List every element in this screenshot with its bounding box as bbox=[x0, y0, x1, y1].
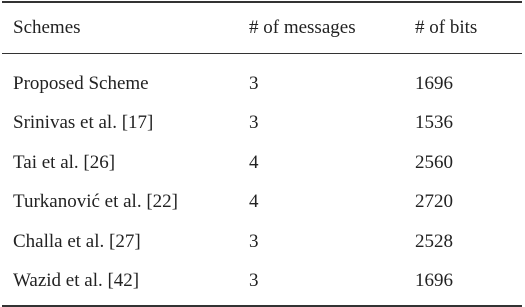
header-schemes: Schemes bbox=[13, 17, 81, 38]
table-header bbox=[2, 2, 522, 54]
cell-scheme: Challa et al. [27] bbox=[13, 230, 141, 252]
cell-scheme: Wazid et al. [42] bbox=[13, 270, 140, 292]
table-body bbox=[2, 54, 522, 307]
comparison-table-container bbox=[2, 1, 522, 307]
cell-messages: 3 bbox=[249, 230, 259, 252]
cell-bits: 1696 bbox=[415, 270, 453, 292]
cell-bits: 2528 bbox=[415, 230, 453, 252]
table-row bbox=[2, 222, 522, 262]
table-row bbox=[2, 143, 522, 183]
header-messages: # of messages bbox=[249, 17, 356, 38]
cell-scheme: Turkanović et al. [22] bbox=[13, 191, 178, 213]
cell-scheme: Proposed Scheme bbox=[13, 72, 149, 94]
cell-messages: 4 bbox=[249, 151, 259, 173]
header-row bbox=[2, 2, 522, 54]
cell-bits: 2560 bbox=[415, 151, 453, 173]
cell-messages: 3 bbox=[249, 270, 259, 292]
cell-messages: 3 bbox=[249, 112, 259, 134]
cell-messages: 3 bbox=[249, 72, 259, 94]
cell-bits: 1696 bbox=[415, 72, 453, 94]
table-row bbox=[2, 262, 522, 307]
table-row bbox=[2, 183, 522, 223]
table-row bbox=[2, 104, 522, 144]
cell-scheme: Tai et al. [26] bbox=[13, 151, 116, 173]
cell-bits: 2720 bbox=[415, 191, 453, 213]
cell-scheme: Srinivas et al. [17] bbox=[13, 112, 154, 134]
cell-messages: 4 bbox=[249, 191, 259, 213]
header-bits: # of bits bbox=[415, 17, 478, 38]
table-row bbox=[2, 54, 522, 104]
comparison-table bbox=[2, 1, 522, 307]
cell-bits: 1536 bbox=[415, 112, 453, 134]
